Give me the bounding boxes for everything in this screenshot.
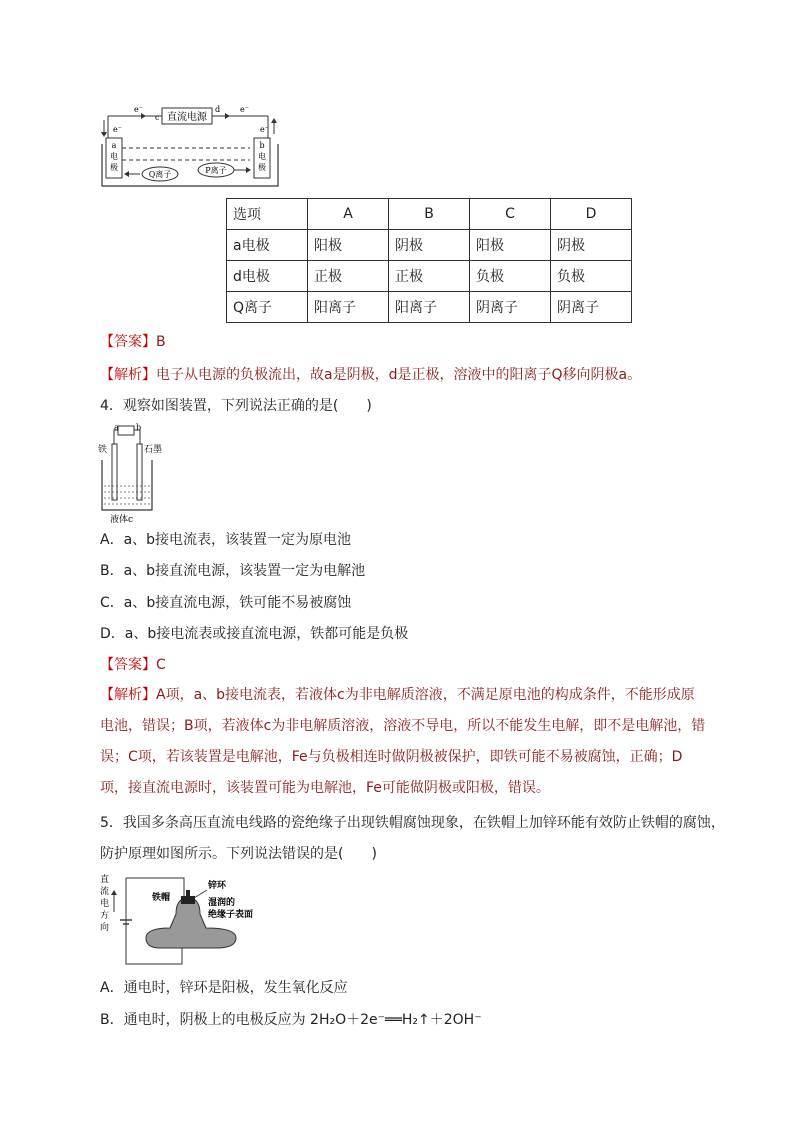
q5-option-a: A．通电时，锌环是阳极，发生氧化反应 bbox=[100, 980, 348, 996]
graphite-label: 石墨 bbox=[144, 445, 163, 455]
p-ion-label: P离子 bbox=[205, 166, 227, 175]
iron-label: 铁 bbox=[98, 445, 108, 455]
table-cell: 阴离子 bbox=[470, 292, 551, 323]
electron-label-right: e⁻ bbox=[240, 105, 249, 114]
analysis-text: A项，a、b接电流表，若液体c为非电解质溶液，不满足原电池的构成条件，不能形成原电池，错误；B项，若液体c为非电解质溶液，溶液不导电，所以不能发生电解，即不是电解池，错误；C项，若该装置是电解池，Fe与负极相连时做阴极被保护，即铁可能不易被腐蚀，正确；D项，接直流电源时，该装置可能为电解池，Fe可能做阴极或阳极，错误。 bbox=[100, 687, 706, 796]
analysis-tag: 【解析】 bbox=[100, 687, 156, 703]
electron-label-left-down: e⁻ bbox=[113, 125, 122, 134]
table-row bbox=[227, 261, 632, 292]
insulator-diagram bbox=[96, 868, 254, 972]
table-cell: a电极 bbox=[227, 230, 308, 261]
surface-label-line2: 绝缘子表面 bbox=[208, 910, 254, 920]
table-header-cell: 选项 bbox=[227, 199, 308, 230]
svg-text:电: 电 bbox=[110, 152, 118, 161]
iron-cap-label: 铁帽 bbox=[152, 893, 171, 903]
table-row bbox=[227, 292, 632, 323]
analysis-text: 电子从电源的负极流出，故a是阴极，d是正极，溶液中的阳离子Q移向阴极a。 bbox=[156, 367, 642, 383]
table-cell: 阴离子 bbox=[551, 292, 632, 323]
iron-graphite-cell-diagram bbox=[96, 420, 176, 524]
svg-text:b: b bbox=[259, 141, 265, 150]
arrow-down-icon bbox=[101, 132, 107, 137]
table-header-cell: B bbox=[389, 199, 470, 230]
analysis-tag: 【解析】 bbox=[100, 367, 156, 383]
direction-char: 流 bbox=[100, 887, 110, 897]
terminal-c-label: c bbox=[155, 113, 160, 122]
electron-label-right-down: e⁻ bbox=[260, 125, 269, 134]
table-header-cell: D bbox=[551, 199, 632, 230]
q4-option-b: B．a、b接直流电源，该装置一定为电解池 bbox=[100, 563, 366, 579]
svg-text:电: 电 bbox=[258, 152, 266, 161]
electrolysis-diagram bbox=[100, 100, 280, 190]
table-row bbox=[227, 230, 632, 261]
q4-option-d: D．a、b接电流表或接直流电源，铁都可能是负极 bbox=[100, 626, 409, 642]
q4-option-a: A．a、b接电流表，该装置一定为原电池 bbox=[100, 532, 352, 548]
q4-answer-line bbox=[100, 655, 166, 675]
table-cell: Q离子 bbox=[227, 292, 308, 323]
q5-option-b: B．通电时，阴极上的电极反应为 2H₂O＋2e⁻══H₂↑＋2OH⁻ bbox=[100, 1012, 482, 1028]
q3-answer-line bbox=[100, 332, 166, 352]
q-ion-label: Q离子 bbox=[148, 170, 172, 179]
table-header-cell: A bbox=[308, 199, 389, 230]
terminal-b-label: b bbox=[136, 423, 142, 432]
direction-char: 方 bbox=[100, 911, 110, 921]
table-cell: 正极 bbox=[308, 261, 389, 292]
q4-option-c: C．a、b接直流电源，铁可能不易被腐蚀 bbox=[100, 595, 352, 611]
answer-value: B bbox=[156, 334, 166, 350]
table-cell: 阳离子 bbox=[308, 292, 389, 323]
table-cell: 负极 bbox=[551, 261, 632, 292]
arrow-left-icon bbox=[225, 113, 230, 119]
direction-char: 直 bbox=[100, 875, 110, 885]
liquid-c-label: 液体c bbox=[110, 515, 134, 525]
q5-stem-line2: 防护原理如图所示。下列说法错误的是( ) bbox=[100, 846, 377, 862]
svg-text:a: a bbox=[111, 141, 117, 150]
table-cell: 阳离子 bbox=[389, 292, 470, 323]
table-header-cell: C bbox=[470, 199, 551, 230]
q4-analysis bbox=[100, 680, 708, 804]
arrow-up-icon bbox=[111, 890, 117, 895]
table-cell: 阴极 bbox=[551, 230, 632, 261]
direction-char: 向 bbox=[100, 923, 110, 933]
table-cell: d电极 bbox=[227, 261, 308, 292]
answer-tag: 【答案】 bbox=[100, 334, 156, 350]
q3-analysis-line bbox=[100, 365, 641, 385]
q5-stem-line1: 5．我国多条高压直流电线路的瓷绝缘子出现铁帽腐蚀现象，在铁帽上加锌环能有效防止铁帽的腐蚀， bbox=[100, 815, 725, 831]
svg-text:极: 极 bbox=[258, 163, 266, 172]
options-table bbox=[226, 198, 632, 323]
table-cell: 正极 bbox=[389, 261, 470, 292]
table-cell: 阳极 bbox=[470, 230, 551, 261]
svg-text:极: 极 bbox=[110, 163, 118, 172]
terminal-d-label: d bbox=[215, 105, 221, 114]
answer-value: C bbox=[156, 657, 166, 673]
answer-tag: 【答案】 bbox=[100, 657, 156, 673]
arrow-up-icon bbox=[271, 118, 277, 123]
direction-char: 电 bbox=[100, 899, 110, 909]
table-header-row bbox=[227, 199, 632, 230]
table-cell: 负极 bbox=[470, 261, 551, 292]
surface-label-line1: 湿润的 bbox=[208, 898, 236, 908]
q4-stem: 4．观察如图装置，下列说法正确的是( ) bbox=[100, 398, 372, 414]
terminal-a-label: a bbox=[114, 423, 119, 432]
table-cell: 阴极 bbox=[389, 230, 470, 261]
electron-label-left: e⁻ bbox=[134, 105, 143, 114]
zinc-ring-label: 锌环 bbox=[208, 881, 227, 891]
dc-source-label: 直流电源 bbox=[167, 112, 207, 123]
table-cell: 阳极 bbox=[308, 230, 389, 261]
arrow-left-icon bbox=[141, 113, 146, 119]
